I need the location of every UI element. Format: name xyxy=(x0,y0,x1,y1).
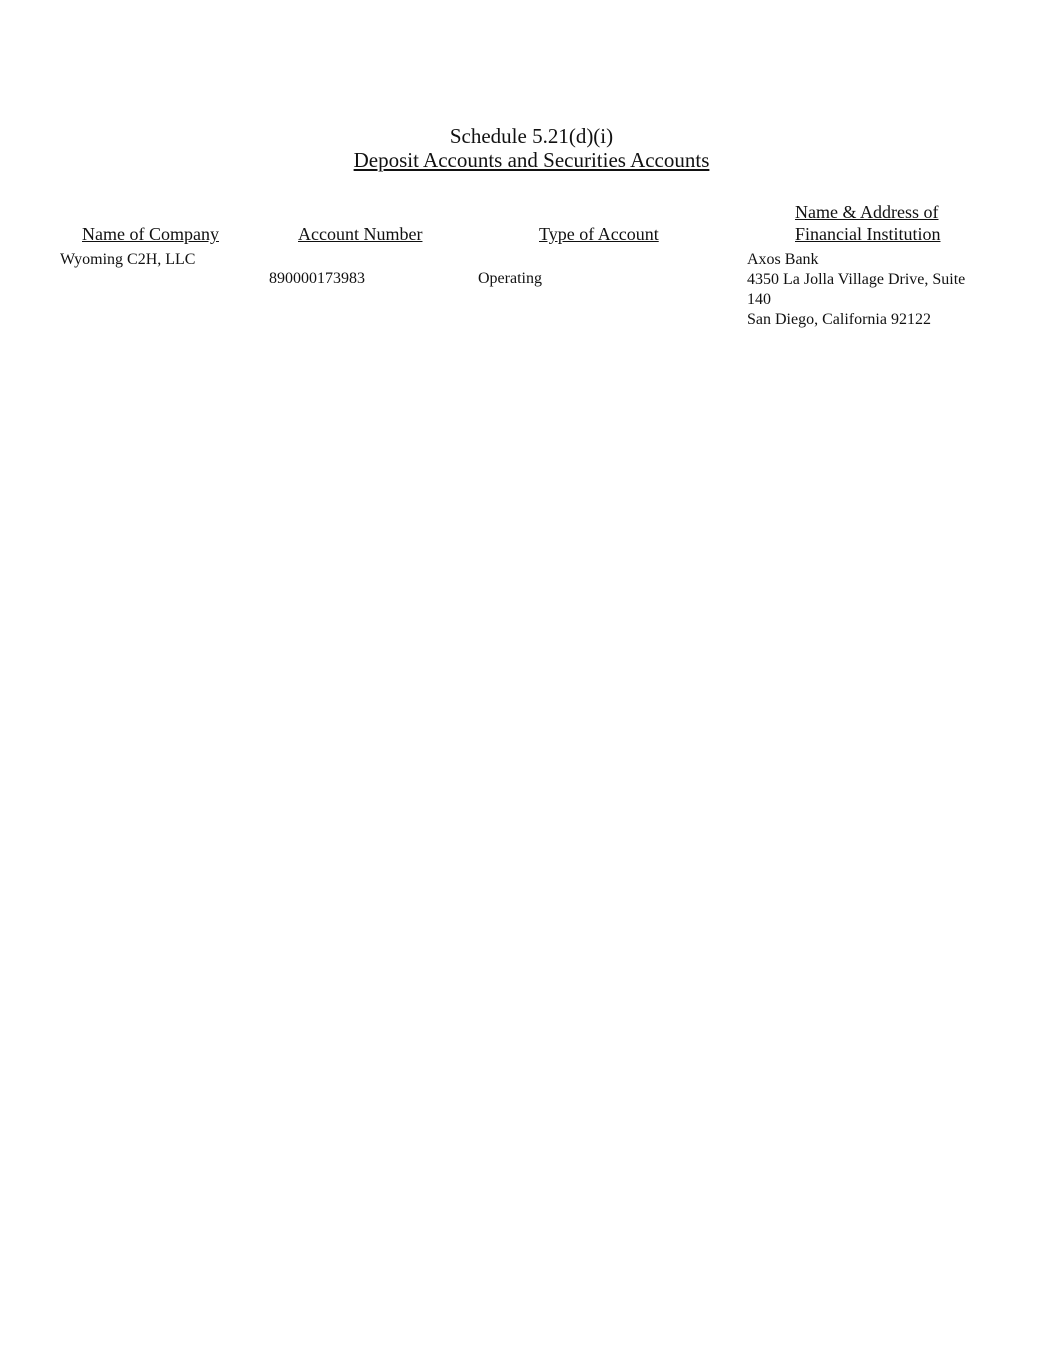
header-account-number: Account Number xyxy=(298,224,423,244)
header-institution-line2: Financial Institution xyxy=(795,224,941,244)
schedule-title: Schedule 5.21(d)(i) xyxy=(449,124,614,148)
institution-address-line1: 4350 La Jolla Village Drive, Suite xyxy=(747,271,966,288)
schedule-subtitle: Deposit Accounts and Securities Accounts xyxy=(353,148,710,172)
header-institution-line1: Name & Address of xyxy=(795,202,939,222)
cell-account-number: 890000173983 xyxy=(269,270,365,287)
cell-institution xyxy=(747,250,965,330)
institution-address-line2: 140 xyxy=(747,291,771,308)
header-type-of-account: Type of Account xyxy=(539,224,659,244)
cell-company: Wyoming C2H, LLC xyxy=(60,251,196,268)
institution-name: Axos Bank xyxy=(747,251,819,268)
header-name-of-company: Name of Company xyxy=(82,224,219,244)
cell-account-type: Operating xyxy=(478,270,542,287)
institution-address-line3: San Diego, California 92122 xyxy=(747,311,931,328)
